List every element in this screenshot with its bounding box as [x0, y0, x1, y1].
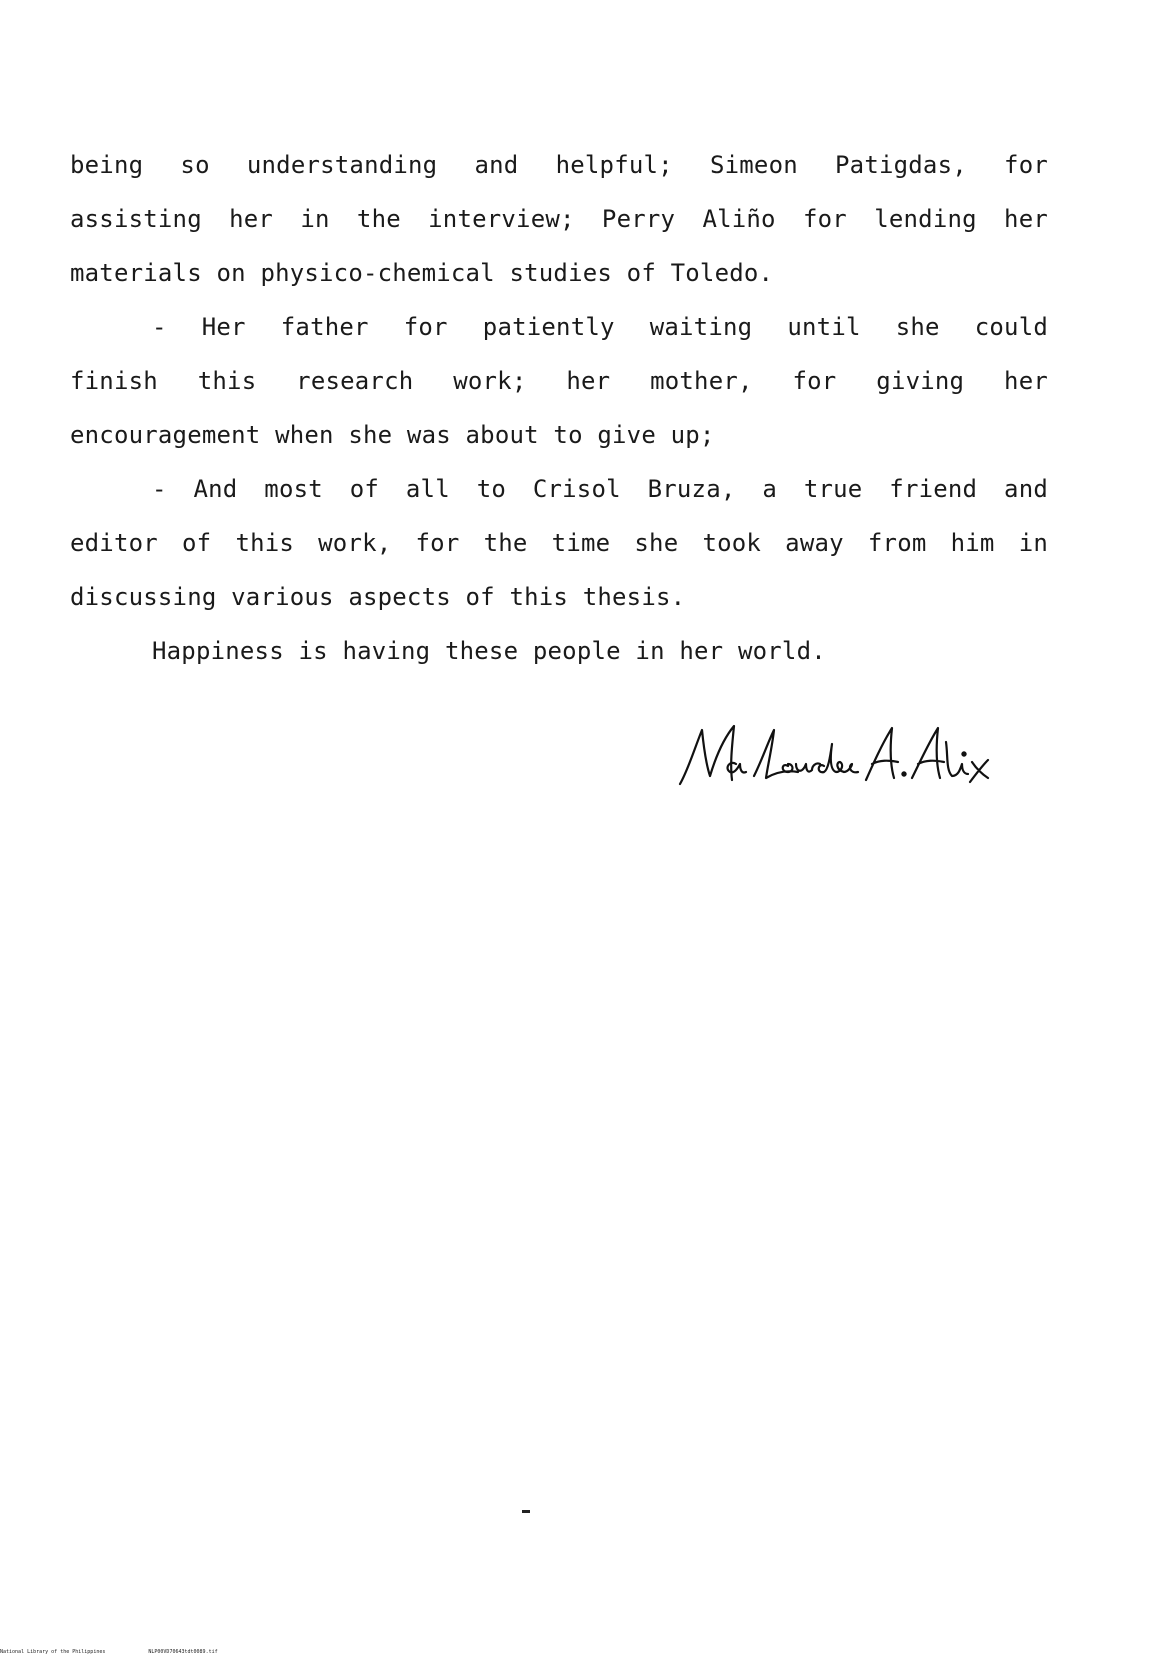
text-line-6: encouragement when she was about to give up;	[70, 421, 715, 449]
text-line-7: - And most of all to Crisol Bruza, a true friend and	[152, 475, 1048, 503]
acknowledgment-text	[70, 138, 1048, 678]
handwritten-signature	[676, 720, 996, 790]
text-line-4: - Her father for patiently waiting until she could	[152, 313, 1048, 341]
text-line-9: discussing various aspects of this thesis.	[70, 583, 686, 611]
text-line-8: editor of this work, for the time she took away from him in	[70, 529, 1048, 557]
text-line-2: assisting her in the interview; Perry Aliño for lending her	[70, 205, 1048, 233]
footer-file-id: NLP00VD70643tdt0089.tif	[148, 1649, 218, 1655]
page-mark	[522, 1510, 530, 1513]
text-line-1: being so understanding and helpful; Simeon Patigdas, for	[70, 151, 1048, 179]
text-line-3: materials on physico-chemical studies of Toledo.	[70, 259, 774, 287]
text-line-5: finish this research work; her mother, for giving her	[70, 367, 1048, 395]
text-line-10: Happiness is having these people in her world.	[152, 637, 826, 665]
scan-footer	[0, 1648, 400, 1658]
footer-library: National Library of the Philippines	[0, 1649, 106, 1655]
